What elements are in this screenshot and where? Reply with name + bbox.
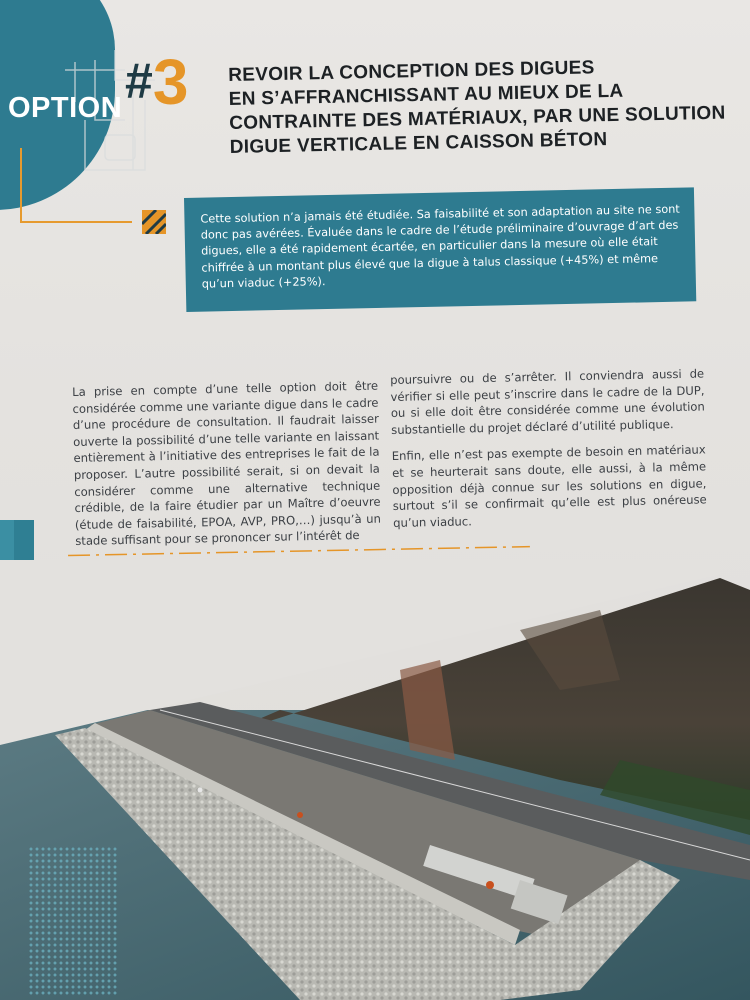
number-value: 3 <box>152 46 189 118</box>
connector-line-vertical <box>20 148 22 222</box>
option-label: OPTION <box>8 92 123 124</box>
paragraph: Enfin, elle n’est pas exempte de besoin en matériaux et se heurterait sans doute, elle aussi, à la même opposition déjà connue sur les solutions en digue, surtout s’il se confirmait qu’elle est plus onéreuse qu’un viaduc. <box>391 442 707 530</box>
paragraph: La prise en compte d’une telle option doit être considérée comme une variante digue dans le cadre d’une procédure de consultation. Il faudrait laisser ouverte la possibilité d’une telle variante en laissant entièrement à l’initiative des entreprises le fait de la proposer. L’autre possibilité serait, si on devait la considérer comme une alternative technique crédible, de la faire étudier par un Maître d’oeuvre (étude de faisabilité, EPOA, AVP, PRO,…) jusqu’à un stade suffisant pour se prononcer sur l’intérêt de <box>72 378 382 549</box>
page-title <box>228 54 730 160</box>
connector-line-horizontal <box>20 221 132 223</box>
paragraph: poursuivre ou de s’arrêter. Il conviendra aussi de vérifier si elle peut s’inscrire dans le cadre de la DUP, ou si elle doit être considérée comme une évolution substantielle du projet déclaré d’utilité publique. <box>390 366 705 437</box>
title-line: REVOIR LA CONCEPTION DES DIGUES <box>228 57 595 86</box>
hash-sign: # <box>125 53 153 109</box>
title-line: DIGUE VERTICALE EN CAISSON BÉTON <box>229 129 608 158</box>
callout-box: Cette solution n’a jamais été étudiée. Sa faisabilité et son adaptation au site ne sont donc pas avérées. Évaluée dans le cadre de l’étude préliminaire d’ouvrage d’art des digues, elle a été rapidement écartée, en particulier dans la mesure où elle était chiffrée à un montant plus élevé que la digue à talus classique (+45%) et même qu’un viaduc (+25%). <box>184 187 696 312</box>
slash-icon <box>142 210 166 234</box>
option-number <box>125 46 189 118</box>
title-line: EN S’AFFRANCHISSANT AU MIEUX DE LA <box>228 80 624 110</box>
body-column-right <box>390 365 707 541</box>
halftone-pattern <box>28 846 118 996</box>
body-column-left <box>72 378 381 550</box>
title-line: CONTRAINTE DES MATÉRIAUX, PAR UNE SOLUTION <box>229 102 726 134</box>
